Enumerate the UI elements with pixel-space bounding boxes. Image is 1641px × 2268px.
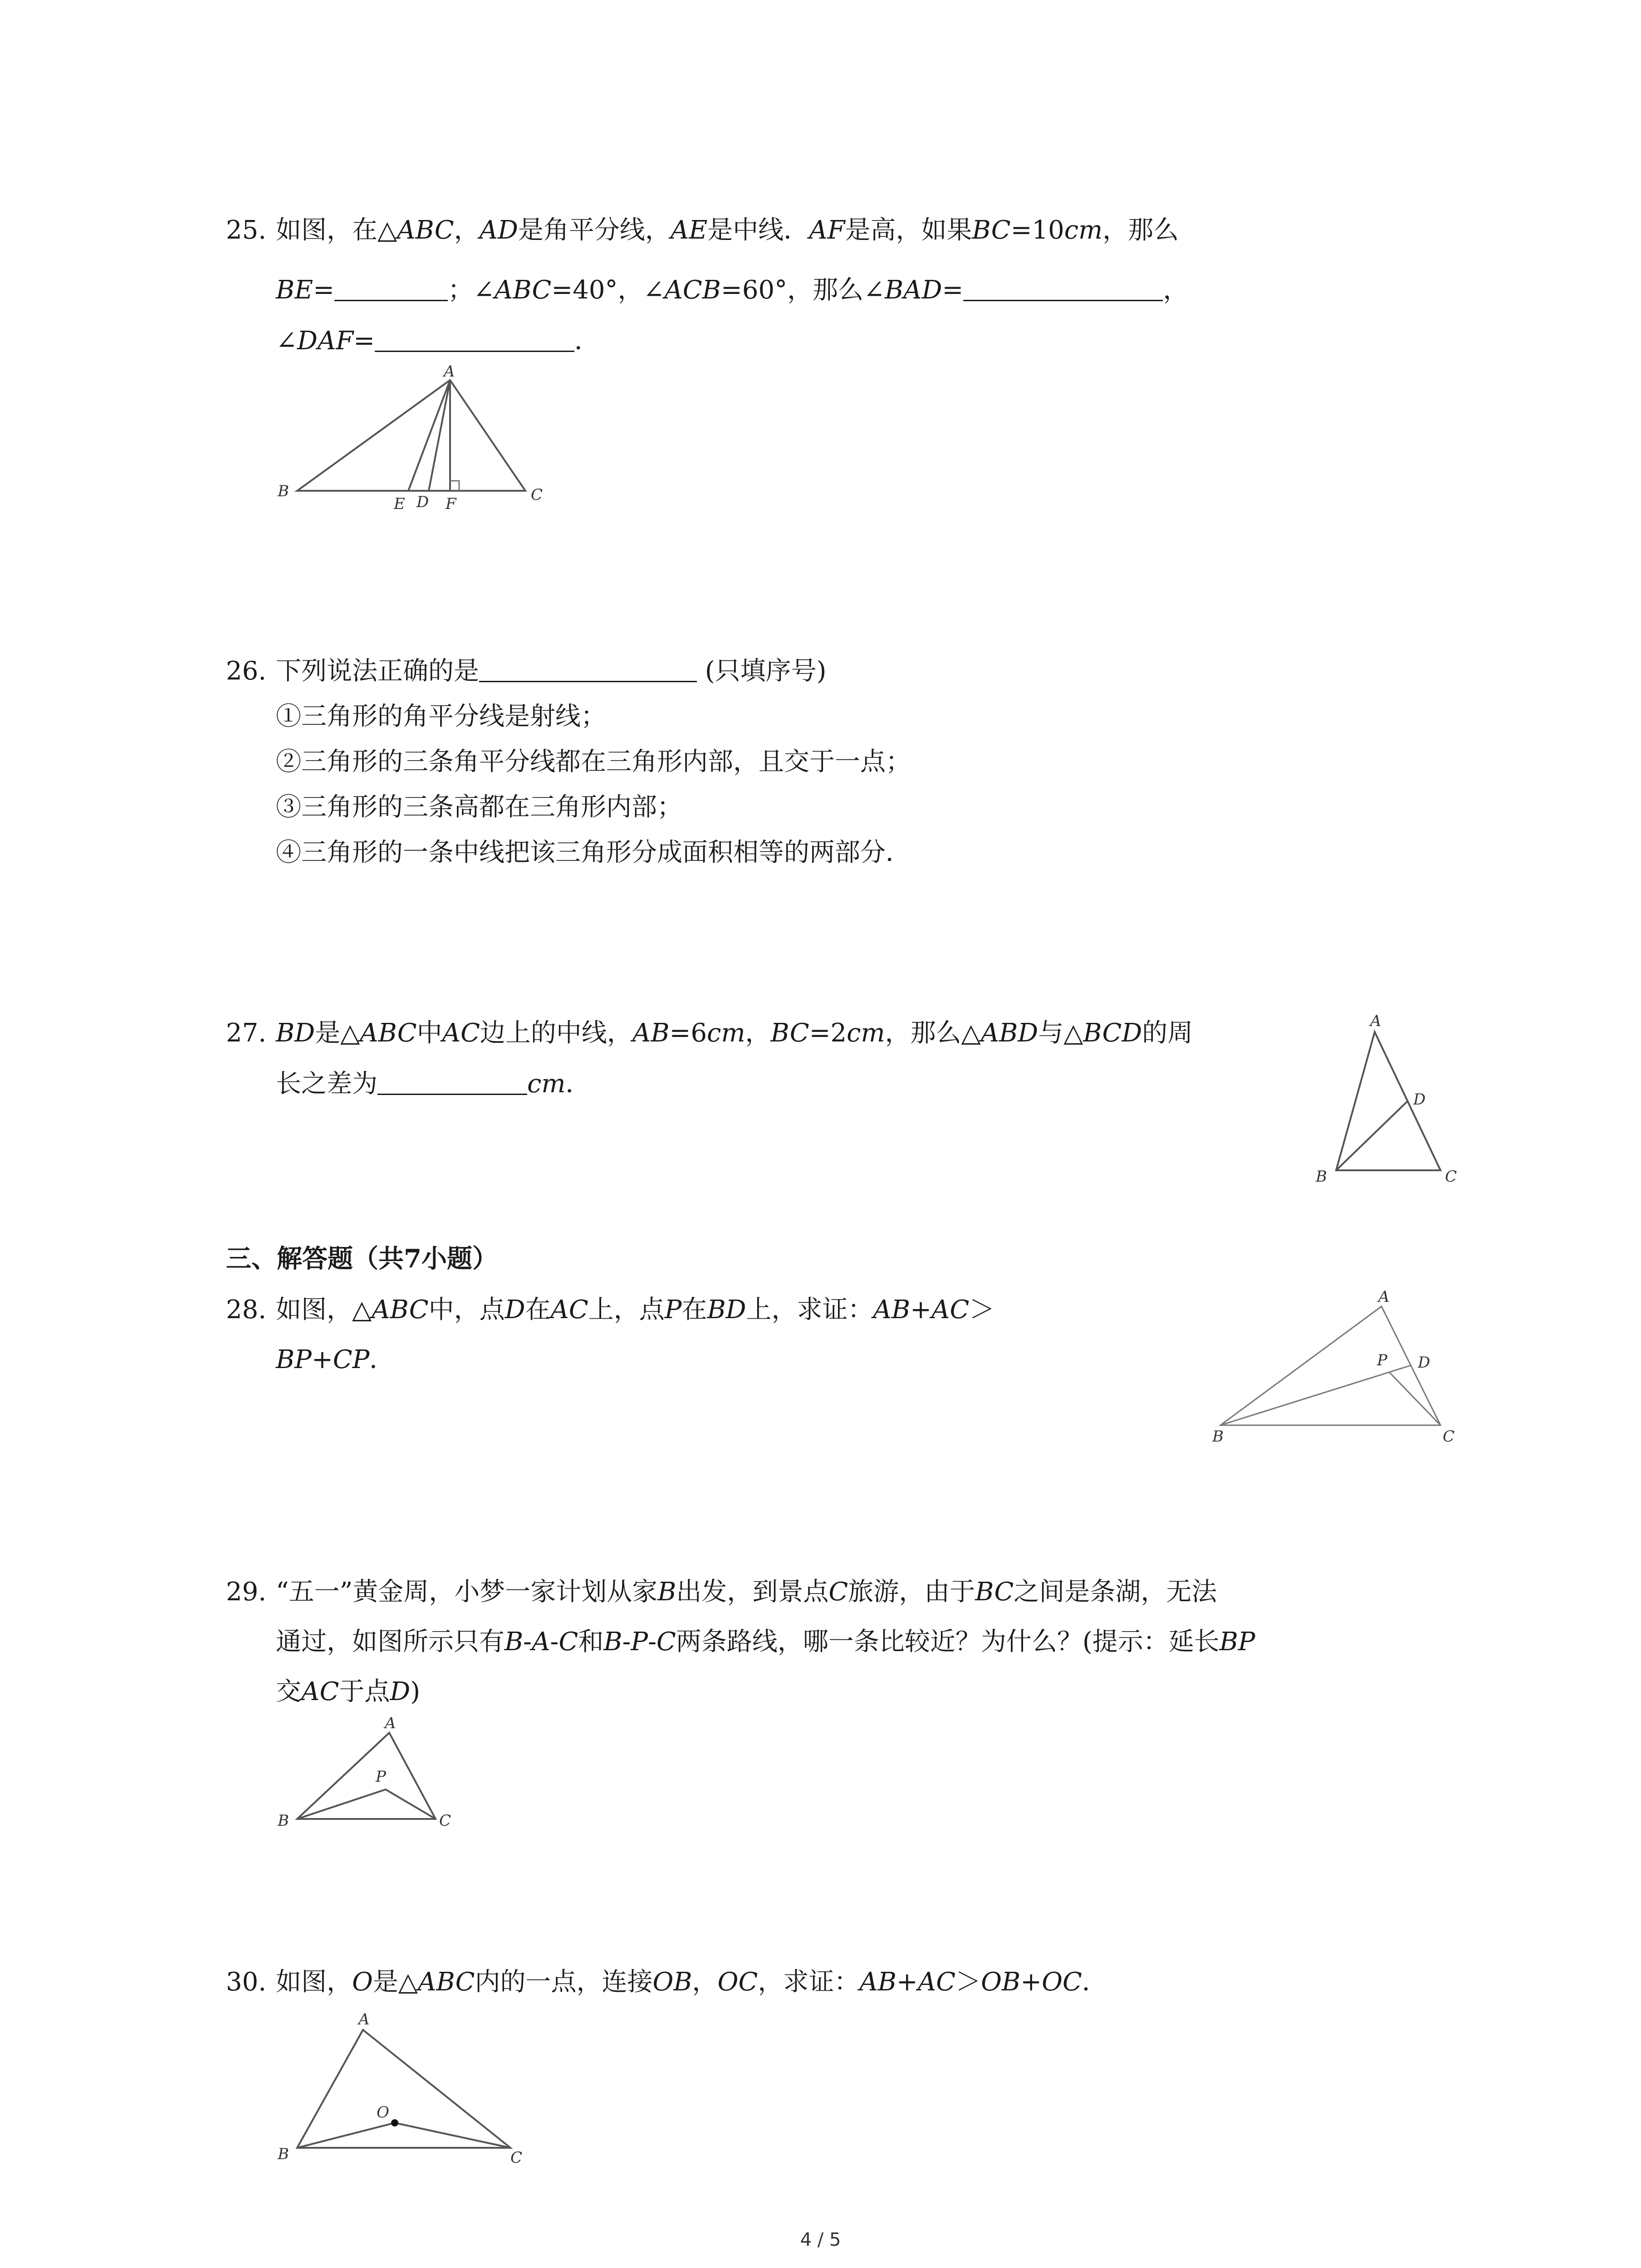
q25-triangle — [297, 380, 525, 491]
q25-median-ae — [408, 380, 450, 491]
q28-label-c: C — [1443, 1427, 1455, 1446]
q25-right-angle-mark — [450, 481, 459, 491]
q29-line-3: 交AC于点D) — [276, 1677, 421, 1706]
q28-label-p: P — [1377, 1351, 1387, 1369]
q27-label-b: B — [1316, 1168, 1327, 1186]
q25-label-c: C — [531, 486, 543, 504]
q28-line-1: 28. 如图，△ABC中，点D在AC上，点P在BD上，求证：AB+AC＞ — [226, 1295, 995, 1325]
q30-line-1: 30. 如图，O是△ABC内的一点，连接OB，OC，求证：AB+AC＞OB+OC． — [226, 1967, 1107, 1997]
q27-median-bd — [1336, 1101, 1407, 1170]
answer-blank-26[interactable] — [479, 655, 697, 682]
q29-line-1: 29. “五一”黄金周，小梦一家计划从家B出发，到景点C旅游，由于BC之间是条湖，无法 — [226, 1577, 1217, 1607]
q30-path-boc — [297, 2123, 510, 2148]
q27-label-d: D — [1413, 1090, 1426, 1109]
q29-label-b: B — [278, 1812, 289, 1830]
q25-figure — [272, 363, 554, 517]
q29-label-p: P — [376, 1768, 386, 1786]
q25-bisector-ad — [429, 380, 450, 491]
answer-blank-bad[interactable] — [963, 274, 1163, 301]
q25-label-d: D — [416, 493, 429, 511]
q29-line-2: 通过，如图所示只有B-A-C和B-P-C两条路线，哪一条比较近？为什么？(提示：延长BP — [276, 1627, 1255, 1657]
q26-line-1: 26. 下列说法正确的是 (只填序号) — [226, 656, 827, 686]
q29-label-a: A — [385, 1714, 396, 1732]
section-3-heading: 三、解答题（共7小题） — [226, 1244, 498, 1274]
answer-blank-be[interactable] — [334, 274, 448, 301]
q25-label-e: E — [394, 495, 405, 513]
q29-path-bpc — [297, 1789, 436, 1819]
q27-line-2: 长之差为 cm． — [276, 1069, 591, 1099]
q26-option-3: ③三角形的三条高都在三角形内部； — [276, 792, 682, 822]
q30-label-c: C — [510, 2149, 523, 2167]
q30-triangle — [297, 2030, 510, 2148]
q26-option-2: ②三角形的三条角平分线都在三角形内部，且交于一点； — [276, 747, 911, 777]
q27-figure — [1307, 998, 1461, 1188]
q27-label-c: C — [1445, 1168, 1457, 1186]
q28-segment-pc — [1389, 1372, 1440, 1425]
q28-segment-bd — [1220, 1365, 1411, 1425]
q28-figure — [1207, 1275, 1461, 1456]
q28-label-a: A — [1378, 1288, 1390, 1306]
q25-line-3: ∠DAF= ． — [276, 326, 600, 356]
q26-option-1: ①三角形的角平分线是射线； — [276, 702, 606, 731]
q30-point-o — [391, 2119, 398, 2126]
q27-label-a: A — [1370, 1012, 1381, 1030]
q25-label-a: A — [444, 362, 455, 381]
q28-label-b: B — [1212, 1427, 1224, 1446]
q29-label-c: C — [439, 1812, 451, 1830]
q26-option-4: ④三角形的一条中线把该三角形分成面积相等的两部分． — [276, 838, 911, 867]
answer-blank-27[interactable] — [377, 1068, 527, 1095]
q25-label-b: B — [278, 482, 289, 500]
q27-line-1: 27. BD是△ABC中AC边上的中线，AB=6cm，BC=2cm，那么△ABD与△BCD的周 — [226, 1018, 1193, 1048]
q30-label-b: B — [278, 2145, 289, 2163]
q28-line-2: BP+CP． — [276, 1345, 395, 1374]
q30-figure — [272, 2005, 544, 2168]
q30-label-a: A — [358, 2010, 370, 2028]
q29-figure — [272, 1706, 499, 1842]
page-number: 4 / 5 — [800, 2229, 841, 2250]
q28-label-d: D — [1418, 1354, 1430, 1372]
answer-blank-daf[interactable] — [375, 325, 574, 352]
q25-label-f: F — [446, 495, 456, 513]
q25-line-2: BE= ；∠ABC=40°，∠ACB=60°，那么∠BAD= ， — [276, 275, 1189, 305]
q30-label-o: O — [377, 2103, 389, 2121]
q25-line-1: 25. 如图，在△ABC，AD是角平分线，AE是中线．AF是高，如果BC=10cm，那么 — [226, 215, 1179, 245]
